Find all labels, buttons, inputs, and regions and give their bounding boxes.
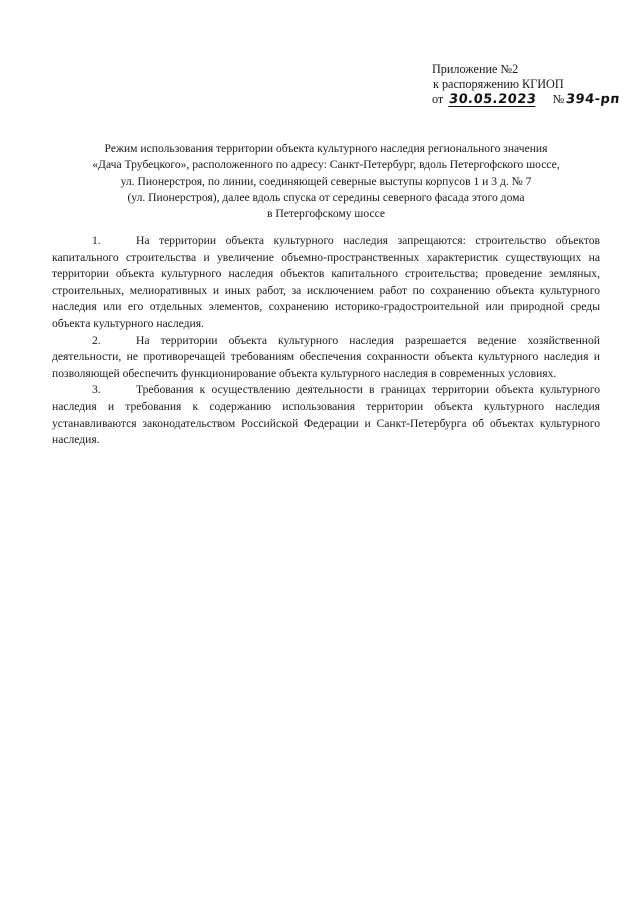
paragraph-text: Требования к осуществлению деятельности в границах территории объекта культурного наследия и требования к содержанию использования территории объекта культурного наследия устанавливаются законодательством Российской Федерации и Санкт-Петербурга об объектах культурного наследия.: [52, 383, 600, 447]
title-line: в Петергофскому шоссе: [266, 207, 386, 221]
paragraph-number: 2.: [92, 333, 101, 347]
paragraph-1: [52, 233, 600, 333]
appendix-header: [432, 62, 622, 107]
paragraph-text: На территории объекта культурного наследия разрешается ведение хозяйственной деятельности, не противоречащей требованиям обеспечения сохранности объекта культурного наследия и позволяющей обеспечить функционирование объекта культурного наследия в современных условиях.: [52, 333, 600, 380]
appendix-title: Приложение №2: [432, 62, 519, 76]
handwritten-order-number: 394-рп: [565, 92, 621, 107]
paragraph-3: [52, 382, 600, 448]
number-prefix: №: [552, 92, 565, 106]
document-title: [56, 141, 596, 222]
title-line: «Дача Трубецкого», расположенного по адресу: Санкт-Петербург, вдоль Петергофского шоссе,: [92, 158, 560, 172]
document-body: [52, 233, 600, 449]
appendix-date-line: [432, 92, 622, 107]
paragraph-2: [52, 333, 600, 383]
title-line: (ул. Пионерстроя), далее вдоль спуска от середины северного фасада этого дома: [127, 190, 525, 204]
title-line: ул. Пионерстроя, по линии, соединяющей северные выступы корпусов 1 и 3 д. № 7: [120, 174, 532, 188]
paragraph-number: 1.: [92, 234, 101, 247]
paragraph-text: На территории объекта культурного наследия запрещаются: строительство объектов капитального строительства и увеличение объемно-пространственных характеристик существующих на территории объекта культурного наследия объектов капитального строительства; проведение земляных, строительных, мелиоративных и иных работ, за исключением работ по сохранению объекта культурного наследия или его отдельных элементов, сохранению историко-градостроительной или природной среды объекта культурного наследия.: [52, 234, 600, 330]
handwritten-date: 30.05.2023: [448, 92, 538, 107]
title-line: Режим использования территории объекта культурного наследия регионального значения: [104, 142, 548, 155]
appendix-reference: к распоряжению КГИОП: [433, 77, 564, 91]
date-prefix: от: [432, 92, 444, 106]
paragraph-number: 3.: [92, 383, 101, 397]
